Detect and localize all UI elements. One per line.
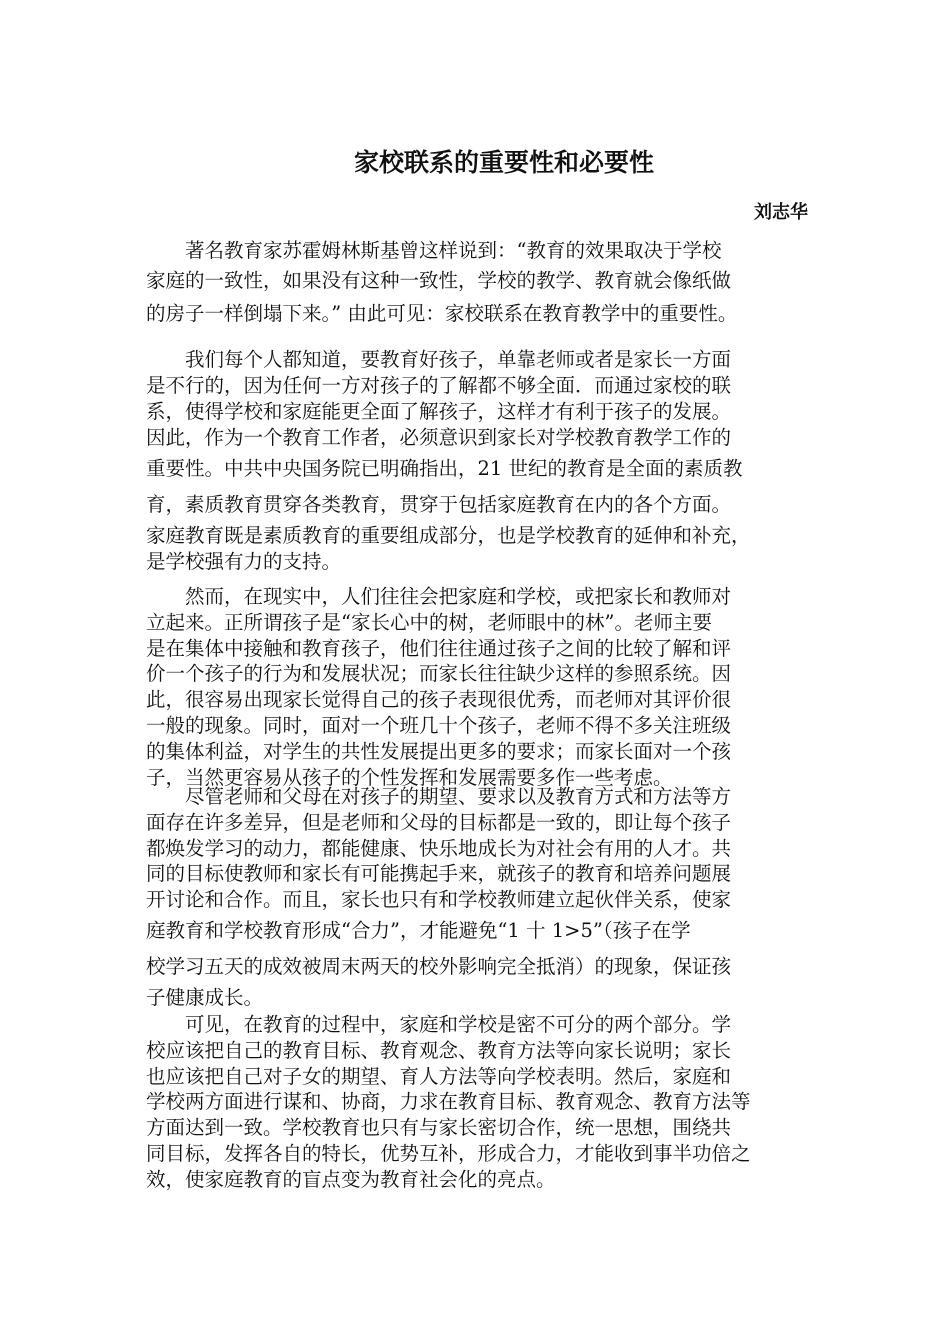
paragraph-line: 同的目标使教师和家长有可能携起手来，就孩子的教育和培养问题展 <box>146 862 732 886</box>
paragraph-line: 庭教育和学校教育形成“合力”，才能避免“1 十 1>5”（孩子在学 <box>146 918 691 942</box>
paragraph-line: 的集体利益，对学生的共性发展提出更多的要求；而家长面对一个孩 <box>146 739 732 763</box>
paragraph-line: 学校两方面进行谋和、协商，力求在教育目标、教育观念、教育方法等 <box>146 1090 751 1114</box>
paragraph-line: 立起来。正所谓孩子是“家长心中的树，老师眼中的林”。老师主要 <box>146 610 712 634</box>
paragraph-line: 是学校强有力的支持。 <box>146 550 342 573</box>
paragraph-3 <box>146 584 808 790</box>
paragraph-line: 都焕发学习的动力，都能健康、快乐地成长为对社会有用的人才。共 <box>146 836 732 860</box>
paragraph-line: 家庭教育既是素质教育的重要组成部分，也是学校教育的延伸和补充， <box>146 524 751 547</box>
paragraph-line: 校应该把自己的教育目标、教育观念、教育方法等向家长说明；家长 <box>146 1038 732 1062</box>
paragraph-line: 此，很容易出现家长觉得自己的孩子表现很优秀，而老师对其评价很 <box>146 688 732 712</box>
paragraph-line: 价一个孩子的行为和发展状况；而家长往往缺少这样的参照系统。因 <box>146 662 732 686</box>
author-name: 刘志华 <box>754 202 808 223</box>
paragraph-5 <box>146 1012 808 1193</box>
paragraph-line: 效，使家庭教育的盲点变为教育社会化的亮点。 <box>146 1167 556 1191</box>
paragraph-line: 家庭的一致性，如果没有这种一致性，学校的教学、教育就会像纸做 <box>146 269 732 292</box>
paragraph-line: 我们每个人都知道，要教育好孩子，单靠老师或者是家长一方面 <box>185 348 732 371</box>
paragraph-1 <box>146 236 808 332</box>
paragraph-line: 然而，在现实中，人们往往会把家庭和学校，或把家长和教师对 <box>185 585 732 608</box>
paragraph-line: 尽管老师和父母在对孩子的期望、要求以及教育方式和方法等方 <box>185 785 732 808</box>
paragraph-line: 子健康成长。 <box>146 985 264 1009</box>
paragraph-line: 面存在许多差异，但是老师和父母的目标都是一致的，即让每个孩子 <box>146 810 732 834</box>
paragraph-line: 开讨论和合作。而且，家长也只有和学校教师建立起伙伴关系，使家 <box>146 888 732 912</box>
paragraph-line: 著名教育家苏霍姆林斯基曾这样说到：“教育的效果取决于学校 <box>185 239 722 262</box>
paragraph-line: 的房子一样倒塌下来。” 由此可见：家校联系在教育教学中的重要性。 <box>146 302 738 325</box>
paragraph-line: 校学习五天的成效被周末两天的校外影响完全抵消）的现象，保证孩 <box>146 954 732 978</box>
paragraph-2 <box>146 347 808 575</box>
paragraph-line: 子，当然更容易从孩子的个性发挥和发展需要多作一些考虑。 <box>146 765 673 789</box>
paragraph-line: 是在集体中接触和教育孩子，他们往往通过孩子之间的比较了解和评 <box>146 636 732 660</box>
paragraph-line: 育，素质教育贯穿各类教育，贯穿于包括家庭教育在内的各个方面。 <box>146 493 732 516</box>
paragraph-4 <box>146 784 808 1011</box>
paragraph-line: 一般的现象。同时，面对一个班几十个孩子，老师不得不多关注班级 <box>146 713 732 737</box>
document-title: 家校联系的重要性和必要性 <box>353 148 654 177</box>
paragraph-line: 重要性。中共中央国务院已明确指出，21 世纪的教育是全面的素质教 <box>146 457 743 480</box>
paragraph-line: 同目标，发挥各自的特长，优势互补，形成合力，才能收到事半功倍之 <box>146 1141 751 1165</box>
paragraph-line: 方面达到一致。学校教育也只有与家长密切合作，统一思想，围绕共 <box>146 1116 732 1140</box>
paragraph-line: 也应该把自己对子女的期望、育人方法等向学校表明。然后，家庭和 <box>146 1064 732 1088</box>
paragraph-line: 因此，作为一个教育工作者，必须意识到家长对学校教育教学工作的 <box>146 426 732 449</box>
paragraph-line: 系，使得学校和家庭能更全面了解孩子，这样才有利于孩子的发展。 <box>146 400 732 423</box>
paragraph-line: 可见，在教育的过程中，家庭和学校是密不可分的两个部分。学 <box>185 1013 732 1036</box>
paragraph-line: 是不行的，因为任何一方对孩子的了解都不够全面．而通过家校的联 <box>146 374 732 397</box>
